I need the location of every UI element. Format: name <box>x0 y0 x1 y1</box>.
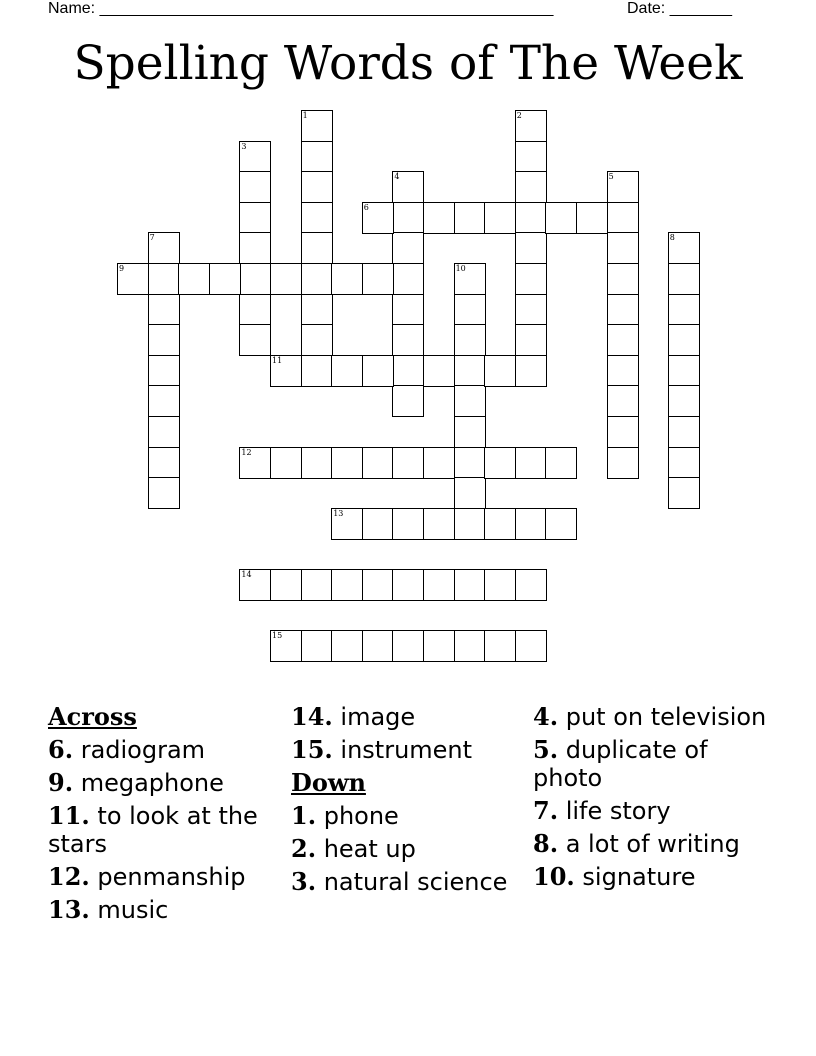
crossword-cell[interactable] <box>423 447 455 479</box>
crossword-cell[interactable] <box>392 508 424 540</box>
crossword-cell[interactable] <box>515 324 547 356</box>
clue-text: phone <box>323 802 399 830</box>
crossword-cell[interactable] <box>148 232 180 264</box>
crossword-cell[interactable] <box>423 630 455 662</box>
crossword-cell[interactable] <box>423 569 455 601</box>
cell-number: 11 <box>272 355 283 365</box>
crossword-cell[interactable] <box>362 630 394 662</box>
crossword-cell[interactable] <box>331 630 363 662</box>
crossword-cell[interactable] <box>392 630 424 662</box>
clue-text: to look at the stars <box>48 802 258 858</box>
crossword-cell[interactable] <box>239 171 271 203</box>
crossword-cell[interactable] <box>454 385 486 417</box>
clue-across-6 <box>48 736 278 764</box>
crossword-cell[interactable] <box>392 294 424 326</box>
crossword-cell[interactable] <box>392 355 424 387</box>
crossword-cell[interactable] <box>301 630 333 662</box>
crossword-cell[interactable] <box>301 202 333 234</box>
clue-across-9 <box>48 769 278 797</box>
crossword-cell[interactable] <box>392 569 424 601</box>
crossword-cell[interactable] <box>117 263 149 295</box>
clue-number: 4. <box>533 702 559 731</box>
clue-across-12 <box>48 863 278 891</box>
clue-number: 13. <box>48 895 90 924</box>
crossword-cell[interactable] <box>607 355 639 387</box>
crossword-cell[interactable] <box>515 630 547 662</box>
crossword-cell[interactable] <box>515 263 547 295</box>
crossword-cell[interactable] <box>454 630 486 662</box>
crossword-cell[interactable] <box>148 416 180 448</box>
crossword-cell[interactable] <box>392 263 424 295</box>
crossword-cell[interactable] <box>423 202 455 234</box>
clue-text: signature <box>582 863 696 891</box>
across-heading: Across <box>48 702 137 731</box>
crossword-cell[interactable] <box>331 355 363 387</box>
crossword-cell[interactable] <box>148 447 180 479</box>
clue-down-8 <box>533 830 773 858</box>
crossword-cell[interactable] <box>454 447 486 479</box>
crossword-cell[interactable] <box>668 324 700 356</box>
cell-number: 13 <box>333 508 344 518</box>
clue-text: radiogram <box>80 736 206 764</box>
clue-across-14 <box>291 703 521 731</box>
clue-down-3 <box>291 868 521 896</box>
crossword-cell[interactable] <box>362 263 394 295</box>
crossword-cell[interactable] <box>301 294 333 326</box>
crossword-cell[interactable] <box>668 385 700 417</box>
crossword-cell[interactable] <box>148 294 180 326</box>
crossword-cell[interactable] <box>515 232 547 264</box>
crossword-cell[interactable] <box>484 355 516 387</box>
crossword-cell[interactable] <box>239 232 271 264</box>
crossword-cell[interactable] <box>515 110 547 142</box>
crossword-cell[interactable] <box>484 508 516 540</box>
cell-number: 3 <box>241 141 247 151</box>
cell-number: 6 <box>363 202 369 212</box>
crossword-cell[interactable] <box>515 508 547 540</box>
crossword-cell[interactable] <box>239 447 271 479</box>
crossword-cell[interactable] <box>668 355 700 387</box>
clue-text: image <box>340 703 416 731</box>
crossword-cell[interactable] <box>607 202 639 234</box>
crossword-cell[interactable] <box>515 447 547 479</box>
crossword-cell[interactable] <box>301 447 333 479</box>
date-line: Date: _______ <box>627 0 732 17</box>
crossword-cell[interactable] <box>209 263 241 295</box>
clue-down-1 <box>291 802 521 830</box>
cell-number: 5 <box>608 172 614 182</box>
crossword-cell[interactable] <box>362 508 394 540</box>
crossword-cell[interactable] <box>239 294 271 326</box>
clue-number: 3. <box>291 867 317 896</box>
clue-down-10 <box>533 863 773 891</box>
cell-number: 8 <box>669 233 675 243</box>
clue-across-11 <box>48 802 278 858</box>
crossword-cell[interactable] <box>668 263 700 295</box>
clue-number: 2. <box>291 834 317 863</box>
crossword-cell[interactable] <box>239 569 271 601</box>
crossword-cell[interactable] <box>331 508 363 540</box>
crossword-cell[interactable] <box>301 355 333 387</box>
crossword-cell[interactable] <box>331 569 363 601</box>
clue-number: 9. <box>48 768 74 797</box>
clue-text: penmanship <box>97 863 246 891</box>
crossword-cell[interactable] <box>270 447 302 479</box>
crossword-cell[interactable] <box>148 324 180 356</box>
cell-number: 9 <box>119 264 125 273</box>
crossword-cell[interactable] <box>607 232 639 264</box>
crossword-cell[interactable] <box>607 294 639 326</box>
cell-number: 1 <box>302 111 308 120</box>
clue-down-5 <box>533 736 773 792</box>
crossword-cell[interactable] <box>607 416 639 448</box>
clue-across-13 <box>48 896 278 924</box>
crossword-cell[interactable] <box>148 477 180 509</box>
crossword-cell[interactable] <box>454 477 486 509</box>
name-line: Name: ___________________________________________________ <box>48 0 554 17</box>
clue-number: 7. <box>533 796 559 825</box>
clue-number: 5. <box>533 735 559 764</box>
crossword-cell[interactable] <box>392 171 424 203</box>
crossword-cell[interactable] <box>545 447 577 479</box>
crossword-cell[interactable] <box>423 508 455 540</box>
crossword-cell[interactable] <box>454 324 486 356</box>
clues-column-1 <box>48 703 278 929</box>
crossword-cell[interactable] <box>545 508 577 540</box>
crossword-cell[interactable] <box>454 263 486 295</box>
crossword-cell[interactable] <box>668 416 700 448</box>
cell-number: 12 <box>241 447 252 457</box>
clue-text: a lot of writing <box>565 830 740 858</box>
crossword-cell[interactable] <box>484 447 516 479</box>
crossword-cell[interactable] <box>148 355 180 387</box>
crossword-cell[interactable] <box>239 324 271 356</box>
crossword-cell[interactable] <box>576 202 608 234</box>
crossword-cell[interactable] <box>270 630 302 662</box>
crossword-cell[interactable] <box>607 171 639 203</box>
clue-number: 14. <box>291 702 333 731</box>
crossword-cell[interactable] <box>239 202 271 234</box>
crossword-cell[interactable] <box>331 447 363 479</box>
clue-text: music <box>97 896 169 924</box>
clue-number: 10. <box>533 862 575 891</box>
crossword-cell[interactable] <box>148 263 180 295</box>
crossword-cell[interactable] <box>607 447 639 479</box>
crossword-cell[interactable] <box>454 508 486 540</box>
crossword-cell[interactable] <box>270 569 302 601</box>
clue-text: life story <box>565 797 671 825</box>
crossword-cell[interactable] <box>301 171 333 203</box>
crossword-cell[interactable] <box>607 263 639 295</box>
crossword-cell[interactable] <box>454 294 486 326</box>
cell-number: 2 <box>516 111 522 120</box>
crossword-cell[interactable] <box>423 355 455 387</box>
crossword-cell[interactable] <box>148 385 180 417</box>
clue-across-15 <box>291 736 521 764</box>
crossword-cell[interactable] <box>301 141 333 173</box>
crossword-cell[interactable] <box>392 324 424 356</box>
crossword-cell[interactable] <box>668 294 700 326</box>
crossword-cell[interactable] <box>392 202 424 234</box>
cell-number: 15 <box>272 631 283 641</box>
crossword-cell[interactable] <box>607 324 639 356</box>
clue-text: heat up <box>323 835 416 863</box>
crossword-cell[interactable] <box>301 232 333 264</box>
clue-down-2 <box>291 835 521 863</box>
crossword-cell[interactable] <box>515 141 547 173</box>
clue-text: megaphone <box>80 769 224 797</box>
cell-number: 14 <box>241 570 252 579</box>
clues-column-2 <box>291 703 521 901</box>
crossword-cell[interactable] <box>484 630 516 662</box>
clue-number: 11. <box>48 801 90 830</box>
crossword-cell[interactable] <box>301 324 333 356</box>
crossword-cell[interactable] <box>270 263 302 295</box>
crossword-cell[interactable] <box>392 232 424 264</box>
crossword-cell[interactable] <box>515 202 547 234</box>
clue-down-4 <box>533 703 773 731</box>
clues-column-3 <box>533 703 773 896</box>
crossword-cell[interactable] <box>270 355 302 387</box>
page-title: Spelling Words of The Week <box>73 36 743 91</box>
crossword-cell[interactable] <box>362 569 394 601</box>
crossword-cell[interactable] <box>607 385 639 417</box>
clue-number: 1. <box>291 801 317 830</box>
clue-text: duplicate of photo <box>533 736 708 792</box>
crossword-cell[interactable] <box>454 202 486 234</box>
cell-number: 10 <box>455 264 466 273</box>
clue-text: natural science <box>323 868 508 896</box>
crossword-cell[interactable] <box>515 569 547 601</box>
crossword-cell[interactable] <box>515 355 547 387</box>
crossword-cell[interactable] <box>239 263 271 295</box>
down-heading: Down <box>291 768 366 797</box>
crossword-cell[interactable] <box>454 355 486 387</box>
clue-number: 6. <box>48 735 74 764</box>
crossword-cell[interactable] <box>515 294 547 326</box>
cell-number: 7 <box>149 233 155 243</box>
clue-number: 15. <box>291 735 333 764</box>
crossword-cell[interactable] <box>392 447 424 479</box>
clue-text: put on television <box>565 703 767 731</box>
crossword-cell[interactable] <box>668 232 700 264</box>
crossword-cell[interactable] <box>392 385 424 417</box>
crossword-cell[interactable] <box>484 569 516 601</box>
crossword-cell[interactable] <box>239 141 271 173</box>
crossword-cell[interactable] <box>454 416 486 448</box>
clue-text: instrument <box>340 736 473 764</box>
crossword-cell[interactable] <box>301 569 333 601</box>
crossword-cell[interactable] <box>668 447 700 479</box>
crossword-cell[interactable] <box>545 202 577 234</box>
crossword-cell[interactable] <box>362 355 394 387</box>
crossword-cell[interactable] <box>362 202 394 234</box>
clue-number: 8. <box>533 829 559 858</box>
crossword-cell[interactable] <box>331 263 363 295</box>
crossword-cell[interactable] <box>515 171 547 203</box>
crossword-cell[interactable] <box>301 263 333 295</box>
crossword-cell[interactable] <box>178 263 210 295</box>
crossword-cell[interactable] <box>362 447 394 479</box>
crossword-cell[interactable] <box>668 477 700 509</box>
crossword-cell[interactable] <box>454 569 486 601</box>
clue-number: 12. <box>48 862 90 891</box>
clue-down-7 <box>533 797 773 825</box>
crossword-cell[interactable] <box>301 110 333 142</box>
crossword-cell[interactable] <box>484 202 516 234</box>
cell-number: 4 <box>394 172 400 182</box>
